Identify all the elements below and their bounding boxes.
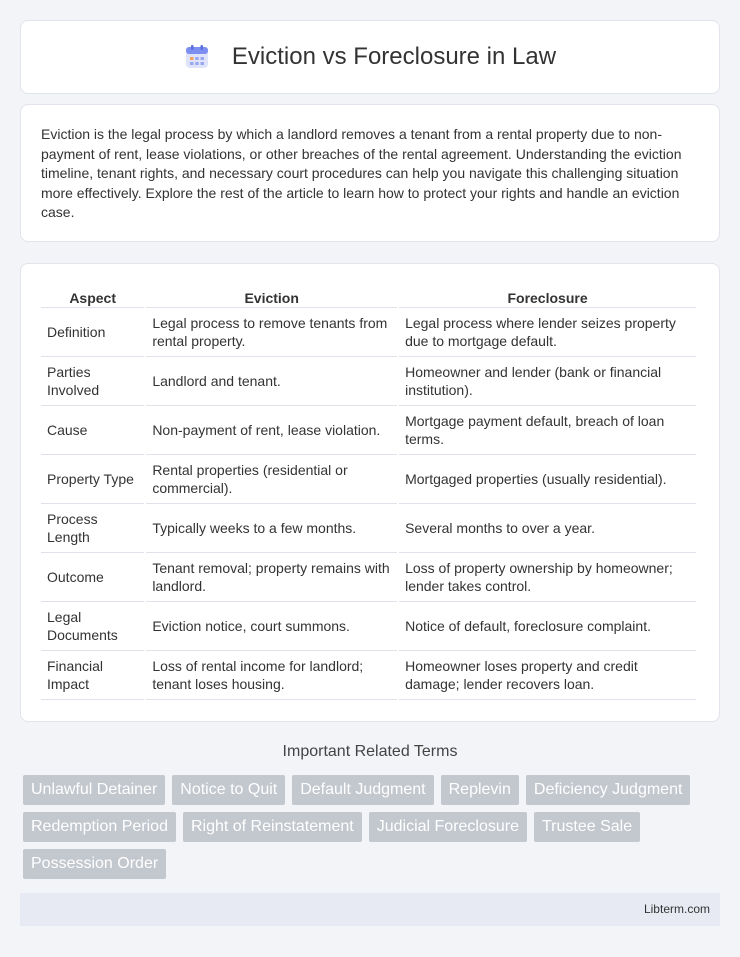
calendar-icon: [184, 44, 210, 70]
aspect-cell: Property Type: [41, 455, 144, 504]
footer: [20, 893, 720, 926]
aspect-cell: Definition: [41, 308, 144, 357]
aspect-cell: Legal Documents: [41, 602, 144, 651]
intro-card: [20, 104, 720, 242]
eviction-cell: Rental properties (residential or commercial).: [146, 455, 397, 504]
related-terms-title: Important Related Terms: [282, 743, 458, 760]
header-card: [20, 20, 720, 94]
aspect-cell: Outcome: [41, 553, 144, 602]
foreclosure-cell: Notice of default, foreclosure complaint.: [399, 602, 696, 651]
intro-text: Eviction is the legal process by which a landlord removes a tenant from a rental property due to non-payment of rent, lease violations, or other breaches of the rental agreement. Understanding the eviction timeline, tenant rights, and necessary court procedures can help you navigate this challenging situation more effectively. Explore the rest of the article to learn how to protect your rights and handle an eviction case.: [41, 126, 682, 220]
comparison-table: [39, 286, 698, 700]
aspect-cell: Cause: [41, 406, 144, 455]
eviction-cell: Eviction notice, court summons.: [146, 602, 397, 651]
term-tag-deficiency-judgment[interactable]: Deficiency Judgment: [526, 775, 691, 805]
term-tag-default-judgment[interactable]: Default Judgment: [292, 775, 433, 805]
term-tag-trustee-sale[interactable]: Trustee Sale: [534, 812, 640, 842]
table-row: [41, 455, 696, 504]
column-header-foreclosure: Foreclosure: [399, 286, 696, 308]
term-tag-unlawful-detainer[interactable]: Unlawful Detainer: [23, 775, 165, 805]
table-row: [41, 406, 696, 455]
aspect-cell: Process Length: [41, 504, 144, 553]
eviction-cell: Tenant removal; property remains with landlord.: [146, 553, 397, 602]
foreclosure-cell: Legal process where lender seizes property due to mortgage default.: [399, 308, 696, 357]
table-header-row: [41, 286, 696, 308]
eviction-cell: Landlord and tenant.: [146, 357, 397, 406]
page-title: Eviction vs Foreclosure in Law: [231, 43, 557, 70]
term-tag-replevin[interactable]: Replevin: [441, 775, 519, 805]
table-row: [41, 504, 696, 553]
table-row: [41, 602, 696, 651]
term-tag-judicial-foreclosure[interactable]: Judicial Foreclosure: [369, 812, 527, 842]
term-tag-possession-order[interactable]: Possession Order: [23, 849, 166, 879]
aspect-cell: Financial Impact: [41, 651, 144, 700]
related-terms-list: [23, 775, 713, 879]
column-header-aspect: Aspect: [41, 286, 144, 308]
table-row: [41, 651, 696, 700]
comparison-card: [20, 263, 720, 722]
aspect-cell: Parties Involved: [41, 357, 144, 406]
table-row: [41, 553, 696, 602]
term-tag-right-of-reinstatement[interactable]: Right of Reinstatement: [183, 812, 362, 842]
term-tag-redemption-period[interactable]: Redemption Period: [23, 812, 176, 842]
eviction-cell: Non-payment of rent, lease violation.: [146, 406, 397, 455]
term-tag-notice-to-quit[interactable]: Notice to Quit: [172, 775, 285, 805]
foreclosure-cell: Mortgage payment default, breach of loan terms.: [399, 406, 696, 455]
column-header-eviction: Eviction: [146, 286, 397, 308]
table-row: [41, 357, 696, 406]
foreclosure-cell: Homeowner and lender (bank or financial institution).: [399, 357, 696, 406]
eviction-cell: Typically weeks to a few months.: [146, 504, 397, 553]
foreclosure-cell: Loss of property ownership by homeowner; lender takes control.: [399, 553, 696, 602]
eviction-cell: Legal process to remove tenants from rental property.: [146, 308, 397, 357]
eviction-cell: Loss of rental income for landlord; tenant loses housing.: [146, 651, 397, 700]
foreclosure-cell: Mortgaged properties (usually residential).: [399, 455, 696, 504]
foreclosure-cell: Homeowner loses property and credit damage; lender recovers loan.: [399, 651, 696, 700]
footer-site-link[interactable]: Libterm.com: [643, 902, 710, 916]
table-row: [41, 308, 696, 357]
foreclosure-cell: Several months to over a year.: [399, 504, 696, 553]
